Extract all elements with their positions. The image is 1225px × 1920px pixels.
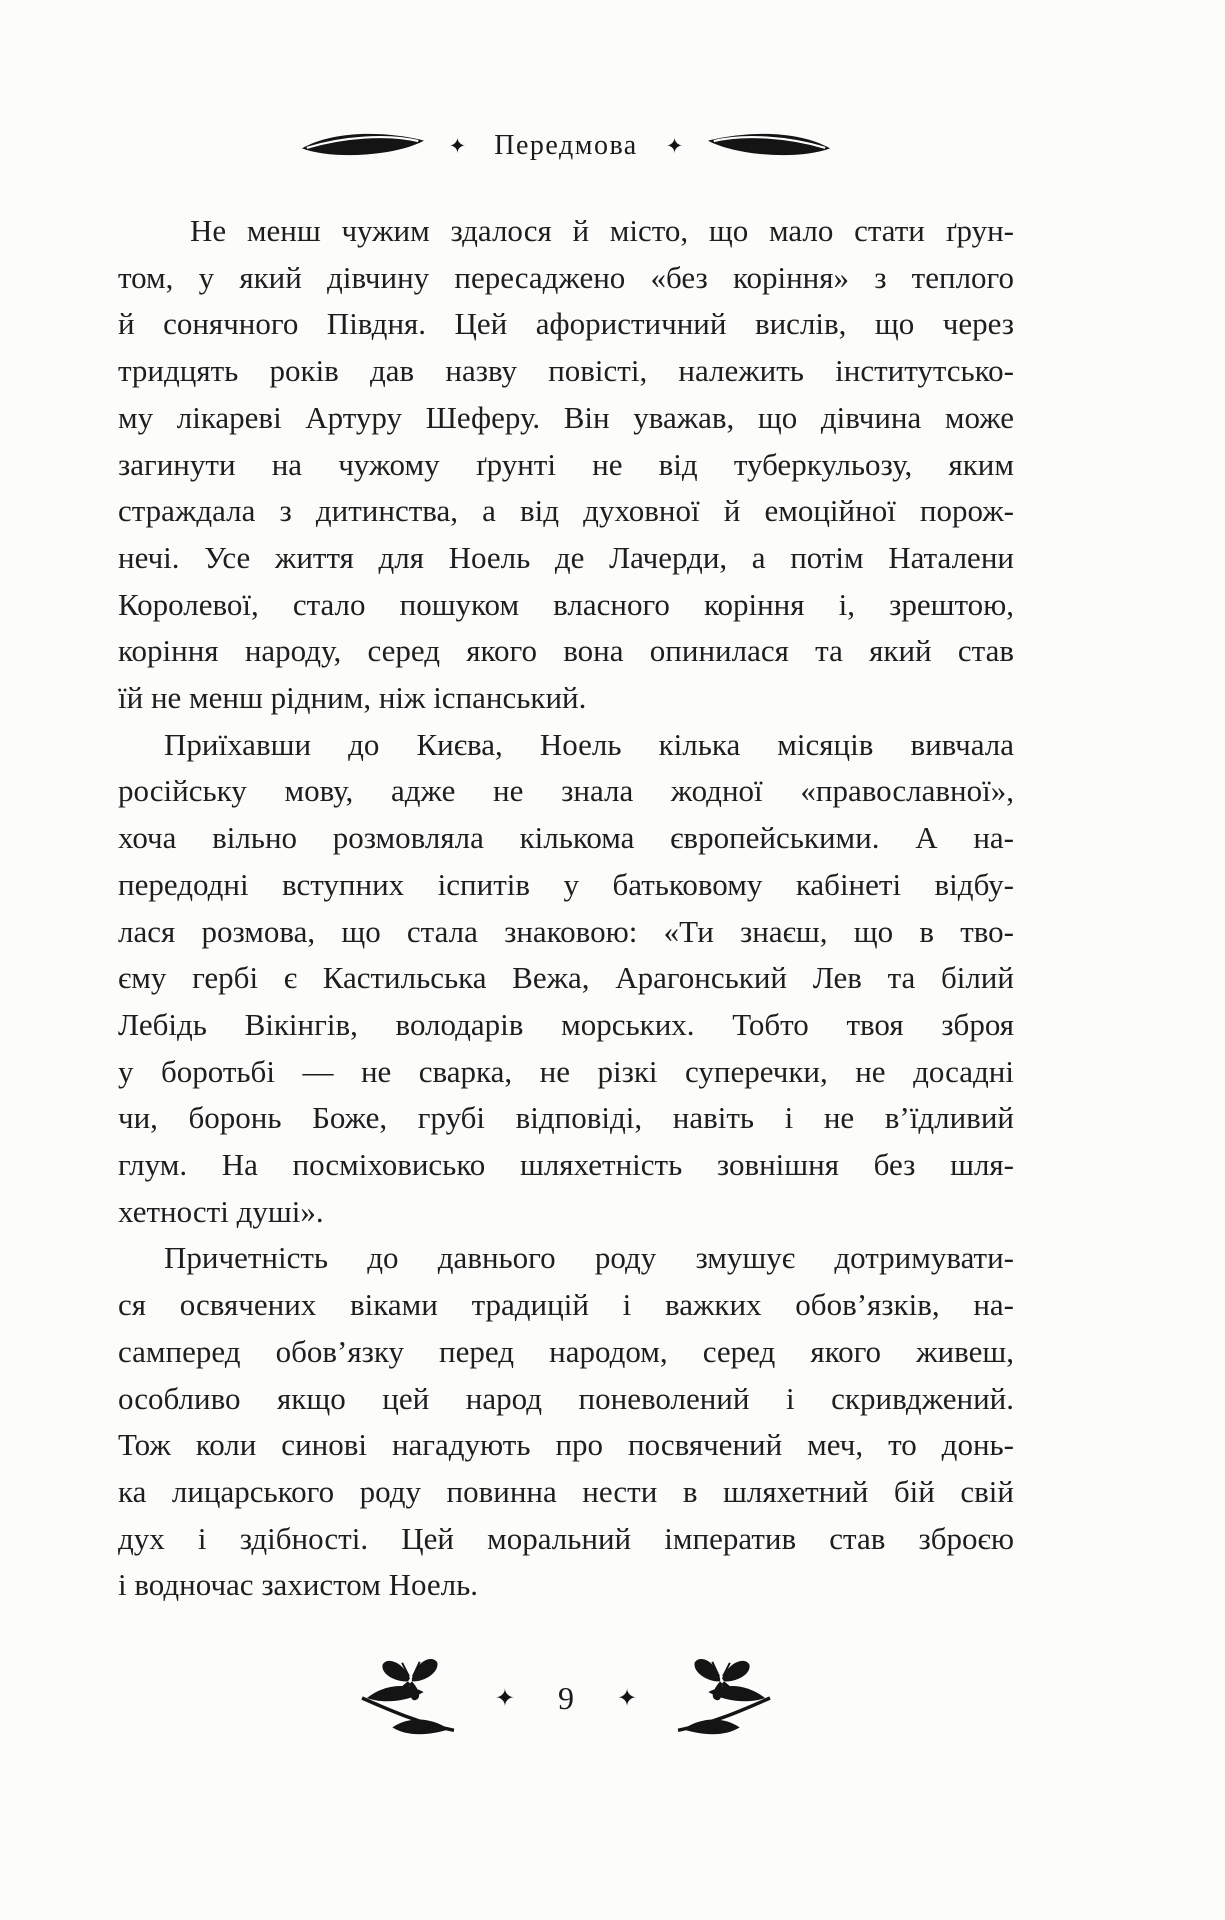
text-line: передодні вступних іспитів у батьковому кабінеті відбу- xyxy=(118,866,1014,902)
text-line: єму гербі є Кастильська Вежа, Арагонський Лев та білий xyxy=(118,960,1014,996)
body-text xyxy=(118,208,1014,1609)
text-line: чи, боронь Боже, грубі відповіді, навіть і не в’їдливий xyxy=(118,1100,1014,1136)
text-line: Тож коли синові нагадують про посвячений меч, то донь- xyxy=(118,1427,1014,1463)
text-line: ся освячених віками традицій і важких обов’язків, на- xyxy=(118,1287,1014,1323)
text-line: хоча вільно розмовляла кількома європейськими. А на- xyxy=(118,820,1014,856)
paragraph xyxy=(118,1235,1014,1609)
text-line: особливо якщо цей народ поневолений і скривджений. xyxy=(118,1380,1014,1416)
four-pointed-star-icon: ✦ xyxy=(494,1684,515,1713)
text-line: лася розмова, що стала знаковою: «Ти знаєш, що в тво- xyxy=(118,913,1014,949)
chapter-title: Передмова xyxy=(494,130,638,161)
leaf-ornament-left-icon xyxy=(299,128,427,164)
text-line: у боротьбі — не сварка, не різкі суперечки, не досадні xyxy=(118,1053,1014,1089)
text-line: дух і здібності. Цей моральний імператив став зброєю xyxy=(118,1520,1014,1556)
text-line: том, у який дівчину пересаджено «без коріння» з теплого xyxy=(118,259,1014,295)
four-pointed-star-icon: ✦ xyxy=(665,133,684,158)
chapter-header xyxy=(118,126,1014,166)
butterfly-branch-ornament-left-icon xyxy=(359,1653,457,1743)
text-line: і водночас захистом Ноель. xyxy=(118,1567,478,1603)
page-footer xyxy=(118,1653,1014,1743)
text-line: Не менш чужим здалося й місто, що мало стати ґрун- xyxy=(190,213,1014,248)
text-line: тридцять років дав назву повісті, належить інститутсько- xyxy=(118,353,1014,389)
page-number: 9 xyxy=(558,1679,574,1716)
butterfly-branch-ornament-right-icon xyxy=(675,1653,773,1743)
text-line: Приїхавши до Києва, Ноель кілька місяців вивчала xyxy=(164,726,1014,762)
text-line: страждала з дитинства, а від духовної й емоційної порож- xyxy=(118,493,1014,529)
paragraph xyxy=(118,208,1014,722)
text-line: хетності душі». xyxy=(118,1193,324,1229)
four-pointed-star-icon: ✦ xyxy=(617,1684,638,1713)
text-line: глум. На посміховисько шляхетність зовнішня без шля- xyxy=(118,1147,1014,1183)
text-line: Причетність до давнього роду змушує дотримувати- xyxy=(164,1240,1014,1276)
text-line: загинути на чужому ґрунті не від туберкульозу, яким xyxy=(118,446,1014,482)
text-line: самперед обов’язку перед народом, серед якого живеш, xyxy=(118,1333,1014,1369)
text-line: нечі. Усе життя для Ноель де Лачерди, а потім Наталени xyxy=(118,539,1014,575)
text-line: російську мову, адже не знала жодної «православної», xyxy=(118,773,1014,809)
text-line: коріння народу, серед якого вона опинилася та який став xyxy=(118,633,1014,669)
paragraph xyxy=(118,722,1014,1236)
text-line: їй не менш рідним, ніж іспанський. xyxy=(118,680,587,716)
text-line: му лікареві Артуру Шеферу. Він уважав, що дівчина може xyxy=(118,399,1014,435)
four-pointed-star-icon: ✦ xyxy=(448,133,467,158)
text-line: Лебідь Вікінгів, володарів морських. Тобто твоя зброя xyxy=(118,1006,1014,1042)
text-line: й сонячного Півдня. Цей афористичний вислів, що через xyxy=(118,306,1014,342)
text-line: Королевої, стало пошуком власного коріння і, зрештою, xyxy=(118,586,1014,622)
leaf-ornament-right-icon xyxy=(705,128,833,164)
text-line: ка лицарського роду повинна нести в шляхетний бій свій xyxy=(118,1473,1014,1509)
